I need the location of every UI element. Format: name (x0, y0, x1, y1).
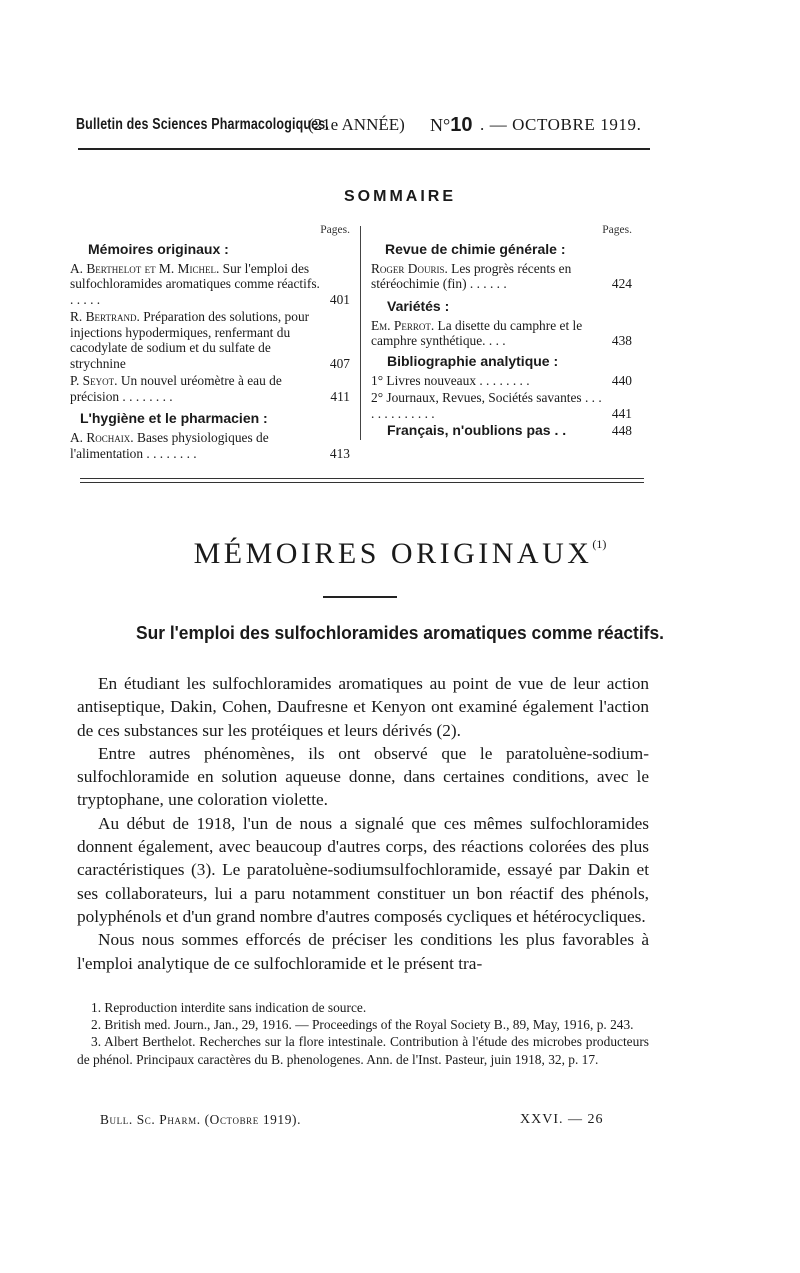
section-title (0, 537, 800, 571)
toc-entry-text: 1° Livres nouveaux . . . . . . . . (371, 372, 530, 388)
footer-signature: XXVI. — 26 (520, 1112, 604, 1127)
toc-entry-text: 2° Journaux, Revues, Sociétés savantes . . . . . . . . . . . . . (371, 390, 602, 421)
toc-section-heading: L'hygiène et le pharmacien : (80, 410, 268, 426)
toc-entry-author: Em. Perrot. (371, 317, 435, 333)
footnotes (77, 999, 649, 1068)
toc-entry-text: Un nouvel uréomètre à eau de précision . . . . . . . . (70, 373, 282, 404)
toc-entry-page: 438 (611, 333, 632, 348)
toc-entry-page: 441 (611, 405, 632, 421)
toc-entry-text: Préparation des solutions, pour injections hypodermiques, renfermant du cacodylate de sodium et du sulfate de strychnine (70, 309, 310, 371)
toc-section-heading: Mémoires originaux : (88, 240, 229, 257)
article-body (77, 672, 649, 975)
toc-section-heading: Revue de chimie générale : (385, 240, 566, 257)
toc-entry-text: Sur l'emploi des sulfochloramides aromatiques comme réactifs. . . . . . (70, 260, 320, 307)
toc-entry (70, 261, 350, 308)
toc-entry-text: Les progrès récents en stéréochimie (fin) . . . . . . (371, 260, 572, 291)
title-rule (323, 596, 397, 598)
paragraph: Au début de 1918, l'un de nous a signalé que ces mêmes sulfochloramides donnent également, avec beaucoup d'autres corps, des réactions colorées des plus caractéristiques (3). Le paratoluène-sodiumsulfochloramide, essayé par Dakin et ses collaborateurs, lui a paru notamment constituer un bon réactif des phénols, polyphénols et d'un grand nombre d'autres composés cycliques et hétérocycliques. (77, 813, 649, 926)
toc-entry-author: P. Seyot. (70, 373, 118, 388)
toc-entry-page: 401 (329, 291, 350, 307)
toc-entry-text: Français, n'oublions pas . . (387, 422, 567, 438)
header-rule (78, 148, 650, 150)
footnote: 1. Reproduction interdite sans indication de source. (91, 1000, 367, 1015)
issue-date: . — OCTOBRE 1919. (480, 115, 642, 134)
toc-entry-author: A. Berthelot et M. Michel. (70, 260, 220, 276)
footer-citation: Bull. Sc. Pharm. (Octobre 1919). (100, 1112, 302, 1127)
toc-right-column (371, 223, 632, 441)
pages-label: Pages. (602, 224, 632, 236)
toc-entry-text: Bases physiologiques de l'alimentation . . . . . . . . (70, 430, 269, 461)
sommaire-title: SOMMAIRE (344, 188, 456, 205)
toc-entry (371, 318, 632, 349)
double-rule-top (80, 478, 644, 479)
toc-entry-page: 407 (329, 355, 350, 371)
toc-entry-page: 448 (611, 423, 632, 438)
article-title: Sur l'emploi des sulfochloramides aromatiques comme réactifs. (136, 622, 664, 643)
year-label: (21e ANNÉE) (308, 115, 405, 134)
issue-number-value: 10 (450, 114, 473, 136)
toc-entry (371, 261, 632, 292)
toc-entry-author: Roger Douris. (371, 260, 448, 276)
paragraph: Nous nous sommes efforcés de préciser les conditions les plus favorables à l'emploi analytique de ce sulfochloramide et le présent tra- (77, 930, 649, 973)
toc-entry (371, 390, 632, 421)
toc-section-heading: Bibliographie analytique : (387, 352, 559, 369)
double-rule-bottom (80, 482, 644, 483)
paragraph: En étudiant les sulfochloramides aromatiques au point de vue de leur action antiseptique, Dakin, Cohen, Daufresne et Kenyon ont examiné également l'action de ces substances sur les protéiques et leurs dérivés (2). (77, 674, 649, 740)
toc-entry-text: La disette du camphre et le camphre synthétique. . . . (371, 317, 583, 348)
paragraph: Entre autres phénomènes, ils ont observé que le paratoluène-sodium-sulfochloramide en solution aqueuse donne, dans certaines conditions, avec le tryptophane, une coloration violette. (77, 743, 649, 810)
issue-number-prefix: N° (430, 115, 451, 135)
toc-entry (371, 373, 632, 389)
toc-left-column (70, 223, 350, 463)
toc-entry-final (371, 423, 632, 439)
toc-entry (70, 373, 350, 404)
toc-entry-page: 413 (329, 445, 350, 461)
toc-section-heading: Variétés : (387, 297, 450, 314)
section-note-ref: (1) (592, 537, 607, 551)
footnote: 2. British med. Journ., Jan., 29, 1916. — Proceedings of the Royal Society B., 89, May, 1916, p. 243. (91, 1017, 634, 1033)
section-title-text: MÉMOIRES ORIGINAUX (193, 537, 593, 570)
column-separator (360, 226, 361, 440)
toc-entry (70, 430, 350, 461)
toc-entry-page: 424 (611, 276, 632, 291)
toc-entry-author: R. Bertrand. (70, 309, 140, 324)
footnote: 3. Albert Berthelot. Recherches sur la flore intestinale. Contribution à l'étude des microbes producteurs de phénol. Principaux caractères du B. phenologenes. Ann. de l'Inst. Pasteur, juin 1918, 32, p. 17. (77, 1034, 649, 1067)
toc-entry (70, 309, 350, 371)
toc-entry-page: 411 (330, 388, 350, 404)
issue-number (430, 114, 472, 137)
journal-title: Bulletin des Sciences Pharmacologiques. (76, 116, 330, 133)
toc-entry-author: A. Rochaix. (70, 430, 134, 445)
toc-entry-page: 440 (611, 372, 632, 388)
pages-label: Pages. (320, 224, 350, 236)
